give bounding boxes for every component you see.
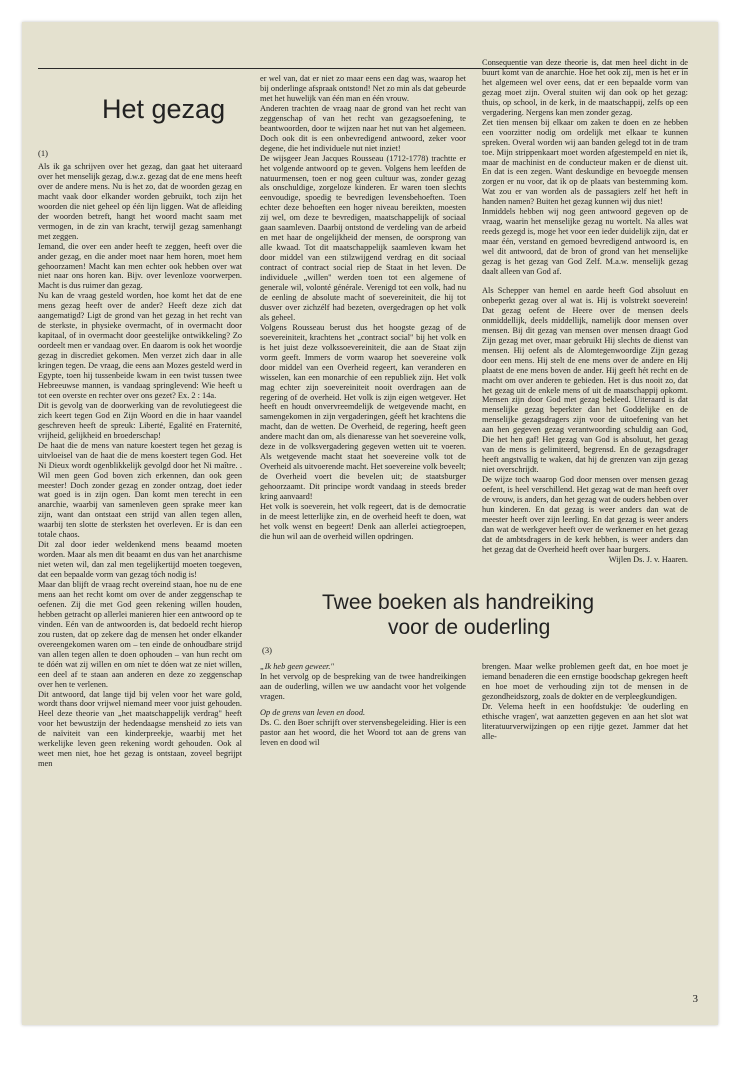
paragraph: Dit is gevolg van de doorwerking van de revolutiegeest die zich keert tegen God en Zijn Woord en die in haar vaandel geschreven heeft de spreuk: Liberté, Egalité en Fraternité, vrijheid, gelijkheid en broederschap! — [38, 400, 242, 440]
paragraph: De wijsgeer Jean Jacques Rousseau (1712-1778) trachtte er het volgende antwoord op te geven. Volgens hem leefden de natuurmensen, toen er nog geen cultuur was, zonder gezag als onschuldige, zorgeloze kinderen. Er waren toen slechts eenvoudige, spoedig te bevredigen levensbehoeften. Toen echter deze behoeften een hoger niveau bereikten, moesten zij wel, om deze te bevredigen, maatschappelijk of sociaal gaan saamleven. Daarbij ontstond de verdeling van de arbeid en met haar de ongelijkheid der mensen, de oorsprong van alle kwaad. Tot dit maatschappelijk saamleven kwam het door middel van een stilzwijgend verdrag en dit sociaal contract of contract social riep de Staat in het leven. De individuele „willen" werden toen tot een algemene of generale wil, volonté générale. Verenigd tot een volk, had nu de eenling de absolute macht of soevereiniteit, die hij tot dusver over zichzélf had bezeten, overgedragen op het volk als geheel. — [260, 153, 466, 322]
paragraph: er wel van, dat er niet zo maar eens een dag was, waarop het bij onderlinge afspraak ontstond! Net zo min als dat gebeurde met het huwelijk van één man en één vrouw. — [260, 74, 466, 103]
paragraph: Anderen trachten de vraag naar de grond van het recht van zeggenschap of van het recht van gezagsoefening, te beantwoorden, door te wijzen naar het nut van het algemeen. Doch ook dit is een onbevredigend antwoord, zeker voor degene, die het individuele nut niet inziet! — [260, 103, 466, 153]
paragraph: Als Schepper van hemel en aarde heeft God absoluut en onbeperkt gezag over al wat is. Hij is volstrekt soeverein! Dat gezag oefent de Heere over de mensen deels onmiddellijk, deels middellijk, namelijk door mensen over mensen. Bij dit gezag van mensen over mensen draagt God Zijn gezag met over, maar gebruikt Hij slechts de dienst van mensen. Hij oefent als de Alomtegenwoordige Zijn gezag door een mens. Hij stelt de ene mens over de andere en Hij plaatst de ene mens boven de ander. Hij geeft hét recht en de macht om over anderen te gebieden. Het is dus nooit zo, dat het gezag uit de enkele mens of uit de maatschappij opkomt. Mensen zijn door God met gezag bekleed. Uiteraard is dat menselijke gezag beperkter dan het Goddelijke en de menselijke gezagsdragers zijn voor de uitoefening van het aan hen gegeven gezag verantwoording schuldig aan God, Die het hen gaf! Het gezag van God is absoluut, het gezag van de mens is gelimiteerd, begrensd. En de gezagsdrager heeft angstvallig te waken, dat hij de grenzen van zijn gezag niet overschrijdt. — [482, 285, 688, 475]
paragraph: In het vervolg op de bespreking van de twee handreikingen aan de ouderling, willen we uw aandacht voor het volgende vragen. — [260, 671, 466, 701]
article1-column-2 — [260, 74, 466, 584]
article2-column-2 — [482, 662, 688, 782]
newspaper-page — [22, 22, 718, 1025]
paragraph: brengen. Maar welke problemen geeft dat, en hoe moet je iemand benaderen die een ernstige boodschap gekregen heeft en hoe moet de verhouding zijn tot de mensen in de gezondheidszorg, zoals de dokter en de verpleegkundigen. — [482, 662, 688, 701]
paragraph: Als ik ga schrijven over het gezag, dan gaat het uiteraard over het menselijk gezag, d.w.z. gezag dat de ene mens heeft over de andere mens. Nu is het zo, dat de woorden gezag en macht vaak door elkander worden gebruikt, toch zijn het woorden die niet geheel op één lijn liggen. Wat de afleiding der woorden betreft, hangt het woord macht saam met vermogen, in de zin van kracht, terwijl gezag samenhangt met zeggen. — [38, 162, 242, 241]
title-line-2: voor de ouderling — [388, 616, 551, 639]
section-number: (3) — [262, 645, 272, 655]
article-title-twee-boeken — [322, 590, 594, 640]
paragraph: Consequentie van deze theorie is, dat men heel dicht in de buurt komt van de anarchie. Hoe het ook zij, men is het er in het algemeen wel over eens, dat er een bepaalde vorm van gezag moet zijn. Overal stuiten wij dan ook op het gezag: thuis, op school, in de kerk, in de maatschappij, zelfs op een vergadering. Nergens kan men zonder gezag. — [482, 58, 688, 117]
paragraph: Ds. C. den Boer schrijft over stervensbegeleiding. Hier is een pastor aan het woord, die het Woord tot aan de grens van leven en dood wil — [260, 717, 466, 747]
paragraph: Zet tien mensen bij elkaar om zaken te doen en ze hebben een voorzitter nodig om ordelijk met elkaar te kunnen spreken. Overal worden wij aan banden gelegd tot in de tram toe. Mijn strippenkaart moet worden afgestempeld en niet ik, maar de machinist en de conducteur maken er de dienst uit. En dat is een zegen. Want deskundige en bevoegde mensen zorgen er nu voor, dat ik op de plaats van bestemming kom. Wat zou er van worden als de passagiers zelf het heft in handen namen? Buiten het gezag kunnen wij dus niet! — [482, 117, 688, 207]
quote: „Ik heb geen geweer." — [260, 662, 334, 671]
paragraph: Maar dan blijft de vraag recht overeind staan, hoe nu de ene mens aan het recht komt om over de ander zeggenschap te oefenen. Zij die met God geen rekening willen houden, hebben getracht op allerlei manieren hier een antwoord op te vinden. Eén van de antwoorden is, dat bedoeld recht hierop zou rusten, dat op zekere dag de mensen het onder elkander overeengekomen waren om – ten einde de onhoudbare strijd van allen tegen allen te doen ophouden – van hun recht om te dóén wat zij willen en om níet te dóen wat ze niet willen, een deel af te staan aan anderen en deze zo zeggenschap over hen te verlenen. — [38, 580, 242, 689]
subheading: Op de grens van leven en dood. — [260, 707, 366, 717]
paragraph: Iemand, die over een ander heeft te zeggen, heeft over die ander gezag, en die ander moet naar hem horen, moet hem gehoorzamen! Macht kan men echter ook hebben over wat niet naar ons horen kan. Bijv. over levenloze voorwerpen. Macht is dus ruimer dan gezag. — [38, 241, 242, 291]
paragraph: Nu kan de vraag gesteld worden, hoe komt het dat de ene mens gezag heeft over de ander? Heeft deze zich dat aangematigd? Ligt de grond van het gezag in het recht van de sterkste, in physieke overmacht, of in overmacht door kapitaal, of in overmacht door geestelijke ontwikkeling? Zo oordeelt men er vandaag over. En daarom is ook het woordje gezag in discrediet gekomen. Men verzet zich daar in alle kringen tegen. De vraag, die eens aan Mozes gesteld werd in Egypte, toen hij tussenbeide kwam in een twist tussen twee Hebreeuwse mannen, is vandaag springlevend: Wie heeft u tot een overste en rechter over ons gezet? Ex. 2 : 14a. — [38, 291, 242, 400]
paragraph: Het volk is soeverein, het volk regeert, dat is de democratie in de meest letterlijke zin, en de overheid heeft te doen, wat het volk wenst en begeert! Denk aan allerlei actiegroepen, die hun wil aan de overheid willen opdringen. — [260, 501, 466, 541]
paragraph: Volgens Rousseau berust dus het hoogste gezag of de soevereiniteit, krachtens het „contract social" bij het volk en is het juist deze volkssoevereiniteit, die aan de Staat zijn vorm geeft. Immers de vorm waarop het soevereine volk door middel van een Overheid regeert, kan veranderen en wisselen, kan een monarchie of een republiek zijn. Het volk mag echter zijn soevereiniteit nooit overdragen aan de regering of de overheid. Het volk is zijn eigen wetgever. Het heeft en houdt onvervreemdelijk de wetgevende macht, en samengekomen in zijn vergaderingen, géeft het krachtens die macht, dan de wetten. De Overheid, de regering, heeft geen andere macht dan om, als dienaresse van het soevereine volk, deze in de volksvergadering gegeven wetten uit te voeren. Als wetgevende macht staat het soevereine volk tot de Overheid als uitvoerende macht. Het soevereine volk beveelt; de Overheid voert die bevelen uit; de staatsburger gehoorzaamt. Dit principe wordt vandaag in steeds breder kring aanvaard! — [260, 322, 466, 502]
paragraph: Dit zal door ieder weldenkend mens beaamd moeten worden. Maar als men dit beaamt en dus van het anarchisme niet weten wil, dan zal men tegelijkertijd moeten toegeven, dat een bepaalde vorm van gezag tóch nodig is! — [38, 540, 242, 580]
paragraph: Dr. Velema heeft in een hoofdstukje: 'de ouderling en ethische vragen', wat aanzetten gegeven en aan het slot wat literatuurverwijzingen op een rijtje gezet. Jammer dat het alle- — [482, 701, 688, 741]
article1-column-3 — [482, 58, 688, 588]
author-signature: Wijlen Ds. J. v. Haaren. — [608, 554, 688, 564]
article1-column-1 — [38, 162, 242, 1007]
title-line-1: Twee boeken als handreiking — [322, 591, 595, 614]
section-number: (1) — [38, 148, 48, 158]
paragraph: De wijze toch waarop God door mensen over mensen gezag oefent, is heel verschillend. Het gezag wat de man heeft over de vrouw, is anders, dan het gezag wat de ouders hebben over hun kinderen. En dat gezag is weer anders dan wat de meester heeft over zijn leerling. En dat gezag is weer anders dan wat de werkgever heeft over de werknemer en het gezag dat de ambtsdragers in de kerk hebben, is weer anders dan het gezag dat de Overheid heeft over haar burgers. — [482, 475, 688, 554]
paragraph: De haat die de mens van nature koestert tegen het gezag is uitvloeisel van de haat die de mens koestert tegen God. Het Ni Dieux wordt ogenblikkelijk gevolgd door het Ni maître. . Wil men geen God boven zich erkennen, dan ook geen meester! Doch zonder gezag en zonder ontzag, doet ieder wat goed is in zijn ogen. Dan komt men terecht in een anarchie, waarbij van samenleven geen sprake meer kan zijn, want dan ontstaat een strijd van allen tegen allen, waarbij ten slotte de sterksten het overleven. Er is dan een totale chaos. — [38, 440, 242, 540]
article2-column-1 — [260, 662, 466, 772]
paragraph: Dit antwoord, dat lange tijd bij velen voor het ware gold, wordt thans door vrijwel niemand meer voor juist gehouden. Heel deze theorie van „het maatschappelijk verdrag" heeft voor het bewustzijn der hedendaagse mensheid zo iets van de naïviteit van een kinderpreekje, waarbij met het werkelijke leven geen rekening wordt gehouden. Ook al weet men niet, hoe het gezag is ontstaan, zoveel begrijpt men — [38, 689, 242, 769]
article-title-het-gezag: Het gezag — [102, 94, 226, 124]
page-number: 3 — [692, 993, 698, 1005]
paragraph: Inmiddels hebben wij nog geen antwoord gegeven op de vraag, waarin het menselijke gezag nu wortelt. Na alles wat reeds gezegd is, moge het voor een ieder duidelijk zijn, dat er maar één, verstand en gemoed bevredigend antwoord is, en wel dit antwoord, dat de bron of grond van het menselijke gezag is het gezag van God Zelf. M.a.w. menselijk gezag daalt alleen van God af. — [482, 207, 688, 277]
